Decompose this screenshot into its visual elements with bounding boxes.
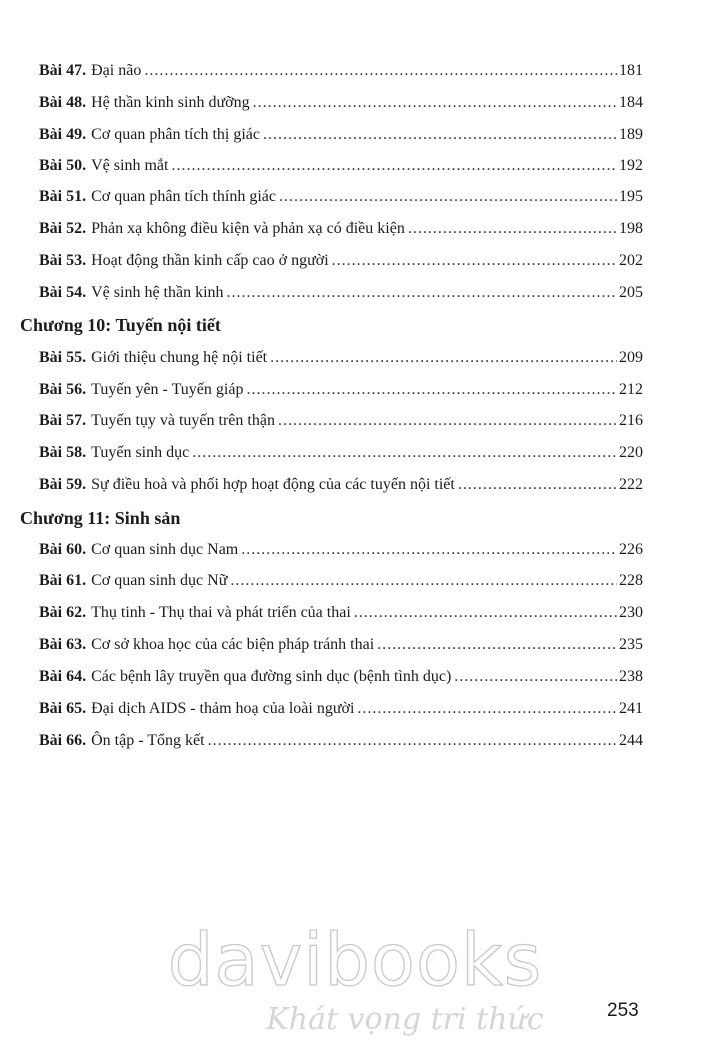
toc-entry xyxy=(39,541,643,565)
lesson-number: Bài 62. xyxy=(39,604,87,621)
lesson-page: 228 xyxy=(619,572,643,589)
lesson-title: Đại dịch AIDS - thảm hoạ của loài người xyxy=(91,700,355,717)
watermark-slogan: Khát vọng tri thức xyxy=(266,1002,544,1037)
toc-entry xyxy=(39,412,643,436)
dot-leader xyxy=(357,700,617,718)
lesson-number: Bài 54. xyxy=(39,284,87,301)
lesson-title: Giới thiệu chung hệ nội tiết xyxy=(91,349,268,366)
dot-leader xyxy=(270,349,617,367)
lesson-number: Bài 64. xyxy=(39,668,87,685)
dot-leader xyxy=(332,252,617,270)
lesson-number: Bài 65. xyxy=(39,700,87,717)
lesson-page: 230 xyxy=(619,604,643,621)
toc-entry xyxy=(39,252,643,276)
dot-leader xyxy=(278,412,617,430)
lesson-number: Bài 61. xyxy=(39,572,87,589)
lesson-number: Bài 57. xyxy=(39,412,87,429)
dot-leader xyxy=(454,668,617,686)
lesson-number: Bài 59. xyxy=(39,476,87,493)
watermark-brand: davibooks xyxy=(167,918,543,1002)
dot-leader xyxy=(144,62,617,80)
lesson-title: Các bệnh lây truyền qua đường sinh dục (bệnh tình dục) xyxy=(91,668,452,685)
toc-entry xyxy=(39,668,643,692)
lesson-page: 184 xyxy=(619,94,643,111)
lesson-number: Bài 63. xyxy=(39,636,87,653)
lesson-page: 212 xyxy=(619,381,643,398)
lesson-number: Bài 51. xyxy=(39,188,87,205)
lesson-number: Bài 66. xyxy=(39,732,87,749)
lesson-title: Ôn tập - Tổng kết xyxy=(91,732,205,749)
lesson-page: 198 xyxy=(619,220,643,237)
lesson-page: 216 xyxy=(619,412,643,429)
lesson-title: Phản xạ không điều kiện và phản xạ có điều kiện xyxy=(91,220,405,237)
toc-entry xyxy=(39,62,643,86)
lesson-title: Đại não xyxy=(91,62,142,79)
toc-entry xyxy=(39,284,643,308)
lesson-page: 222 xyxy=(619,476,643,493)
watermark xyxy=(155,920,555,1040)
lesson-page: 244 xyxy=(619,732,643,749)
toc-entry xyxy=(39,188,643,212)
dot-leader xyxy=(230,572,617,590)
toc-entry xyxy=(39,94,643,118)
chapter-heading: Chương 11: Sinh sản xyxy=(20,508,181,528)
lesson-title: Thụ tinh - Thụ thai và phát triển của thai xyxy=(91,604,351,621)
lesson-page: 235 xyxy=(619,636,643,653)
lesson-page: 202 xyxy=(619,252,643,269)
toc-entry xyxy=(39,604,643,628)
lesson-page: 181 xyxy=(619,62,643,79)
lesson-page: 241 xyxy=(619,700,643,717)
toc-entry xyxy=(39,444,643,468)
lesson-number: Bài 48. xyxy=(39,94,87,111)
lesson-page: 189 xyxy=(619,126,643,143)
lesson-title: Hệ thần kinh sinh dưỡng xyxy=(91,94,250,111)
toc-entry xyxy=(39,220,643,244)
dot-leader xyxy=(171,157,617,175)
lesson-number: Bài 52. xyxy=(39,220,87,237)
lesson-title: Cơ quan phân tích thị giác xyxy=(91,126,260,143)
lesson-number: Bài 49. xyxy=(39,126,87,143)
lesson-title: Cơ quan sinh dục Nữ xyxy=(91,572,228,589)
dot-leader xyxy=(377,636,617,654)
dot-leader xyxy=(408,220,617,238)
lesson-number: Bài 55. xyxy=(39,349,87,366)
lesson-page: 192 xyxy=(619,157,643,174)
lesson-title: Cơ quan phân tích thính giác xyxy=(91,188,276,205)
chapter-heading: Chương 10: Tuyến nội tiết xyxy=(20,315,221,335)
dot-leader xyxy=(241,541,617,559)
lesson-number: Bài 60. xyxy=(39,541,87,558)
lesson-title: Vệ sinh hệ thần kinh xyxy=(91,284,224,301)
toc-entry xyxy=(39,349,643,373)
lesson-page: 226 xyxy=(619,541,643,558)
lesson-title: Hoạt động thần kinh cấp cao ở người xyxy=(91,252,329,269)
toc-entry xyxy=(39,700,643,724)
lesson-number: Bài 47. xyxy=(39,62,87,79)
toc-entry xyxy=(39,732,643,756)
toc-entry xyxy=(39,126,643,150)
lesson-title: Cơ quan sinh dục Nam xyxy=(91,541,239,558)
lesson-title: Tuyến sinh dục xyxy=(91,444,190,461)
toc-entry xyxy=(39,157,643,181)
dot-leader xyxy=(458,476,617,494)
lesson-page: 238 xyxy=(619,668,643,685)
dot-leader xyxy=(354,604,617,622)
dot-leader xyxy=(246,381,617,399)
lesson-title: Cơ sở khoa học của các biện pháp tránh thai xyxy=(91,636,375,653)
lesson-number: Bài 56. xyxy=(39,381,87,398)
lesson-number: Bài 53. xyxy=(39,252,87,269)
toc-entry xyxy=(39,476,643,500)
page-number: 253 xyxy=(607,1000,639,1021)
lesson-number: Bài 58. xyxy=(39,444,87,461)
dot-leader xyxy=(227,284,617,302)
lesson-page: 205 xyxy=(619,284,643,301)
lesson-title: Tuyến tụy và tuyến trên thận xyxy=(91,412,275,429)
dot-leader xyxy=(279,188,617,206)
dot-leader xyxy=(253,94,617,112)
lesson-page: 195 xyxy=(619,188,643,205)
toc-entry xyxy=(39,572,643,596)
lesson-title: Tuyến yên - Tuyến giáp xyxy=(91,381,244,398)
dot-leader xyxy=(263,126,617,144)
toc-entry xyxy=(39,381,643,405)
dot-leader xyxy=(192,444,617,462)
lesson-page: 209 xyxy=(619,349,643,366)
lesson-page: 220 xyxy=(619,444,643,461)
dot-leader xyxy=(208,732,617,750)
lesson-title: Sự điều hoà và phối hợp hoạt động của các tuyến nội tiết xyxy=(91,476,455,493)
lesson-title: Vệ sinh mắt xyxy=(91,157,169,174)
lesson-number: Bài 50. xyxy=(39,157,87,174)
toc-entry xyxy=(39,636,643,660)
